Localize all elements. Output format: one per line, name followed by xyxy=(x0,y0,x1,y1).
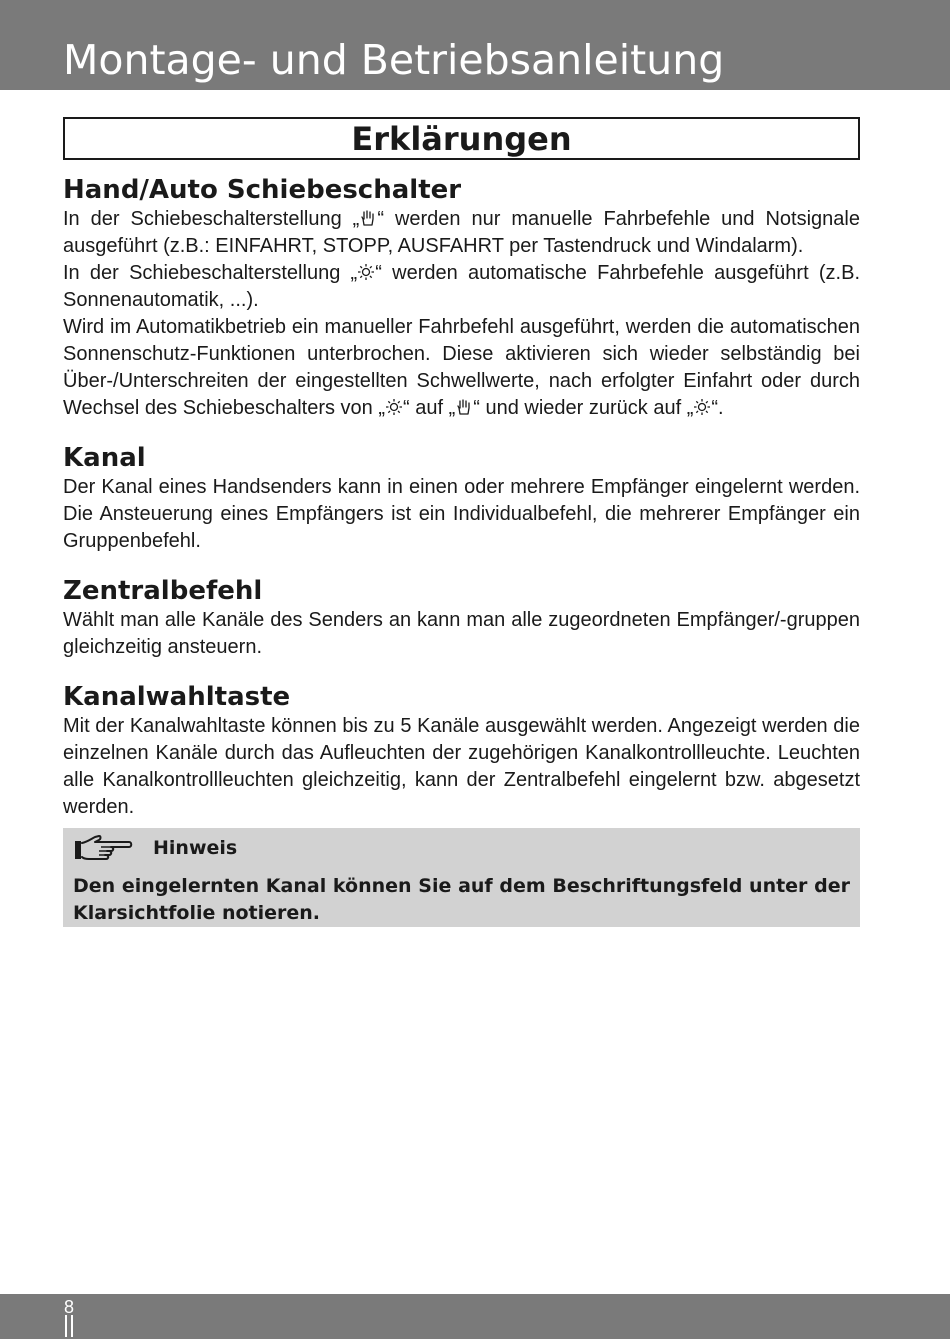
paragraph-zentralbefehl: Wählt man alle Kanäle des Senders an kann man alle zugeordneten Empfänger/-gruppen gleichzeitig ansteuern. xyxy=(63,609,860,658)
paragraph-auto-mode: In der Schiebeschalterstellung „ “ werden automatische Fahrbefehle ausgeführt (z.B. Sonnenautomatik, ...). xyxy=(63,262,861,311)
paragraph-kanalwahltaste: Mit der Kanalwahltaste können bis zu 5 Kanäle ausgewählt werden. Angezeigt werden die einzelnen Kanäle durch das Aufleuchten der zugehörigen Kanalkontrollleuchte. Leuchten alle Kanalkontrollleuchten gleichzeitig, kann der Zentralbefehl eingelernt bzw. abgesetzt werden. xyxy=(63,715,860,818)
note-header xyxy=(73,831,850,865)
sun-icon xyxy=(385,398,403,416)
paragraph-kanal: Der Kanal eines Handsenders kann in einen oder mehrere Empfänger eingelernt werden. Die Ansteuerung eines Empfängers ist ein Individualbefehl, die mehrerer Empfänger ein Gruppenbefehl. xyxy=(63,476,860,552)
note-title: Hinweis xyxy=(153,837,238,859)
section-title: Erklärungen xyxy=(351,119,572,158)
heading-zentralbefehl: Zentralbefehl xyxy=(63,576,263,606)
page-number xyxy=(62,1298,76,1338)
sun-icon xyxy=(357,263,375,281)
page-content xyxy=(63,117,860,927)
heading-kanal: Kanal xyxy=(63,443,146,473)
footer-bar xyxy=(0,1294,950,1339)
header-bar xyxy=(0,0,950,90)
heading-hand-auto: Hand/Auto Schiebeschalter xyxy=(63,175,462,205)
paragraph-auto-interrupt: Wird im Automatikbetrieb ein manueller Fahrbefehl ausgeführt, werden die automatischen Sonnenschutz-Funktionen unterbrochen. Diese aktivieren sich wieder selbständig bei Über-/Unterschreiten der eingestellten Schwellwerte, nach erfolgter Einfahrt oder durch Wechsel des Schiebeschalters von „ “ auf „ “ und wieder zurück auf „ “. xyxy=(63,316,860,419)
note-box xyxy=(63,828,860,927)
note-text: Den eingelernten Kanal können Sie auf dem Beschriftungsfeld unter der Klarsichtfolie notieren. xyxy=(73,875,850,924)
page-number-bars xyxy=(65,1315,73,1337)
pointing-hand-icon xyxy=(73,833,133,863)
hand-icon xyxy=(359,209,377,227)
paragraph-hand-mode: In der Schiebeschalterstellung „ “ werden nur manuelle Fahrbefehle und Notsignale ausgeführt (z.B.: EINFAHRT, STOPP, AUSFAHRT per Tastendruck und Windalarm). xyxy=(63,208,860,257)
page-number-text: 8 xyxy=(63,1297,74,1317)
heading-kanalwahltaste: Kanalwahltaste xyxy=(63,682,291,712)
hand-icon xyxy=(455,398,473,416)
sun-icon xyxy=(693,398,711,416)
document-title: Montage- und Betriebsanleitung xyxy=(63,36,725,84)
section-title-box xyxy=(63,117,860,160)
